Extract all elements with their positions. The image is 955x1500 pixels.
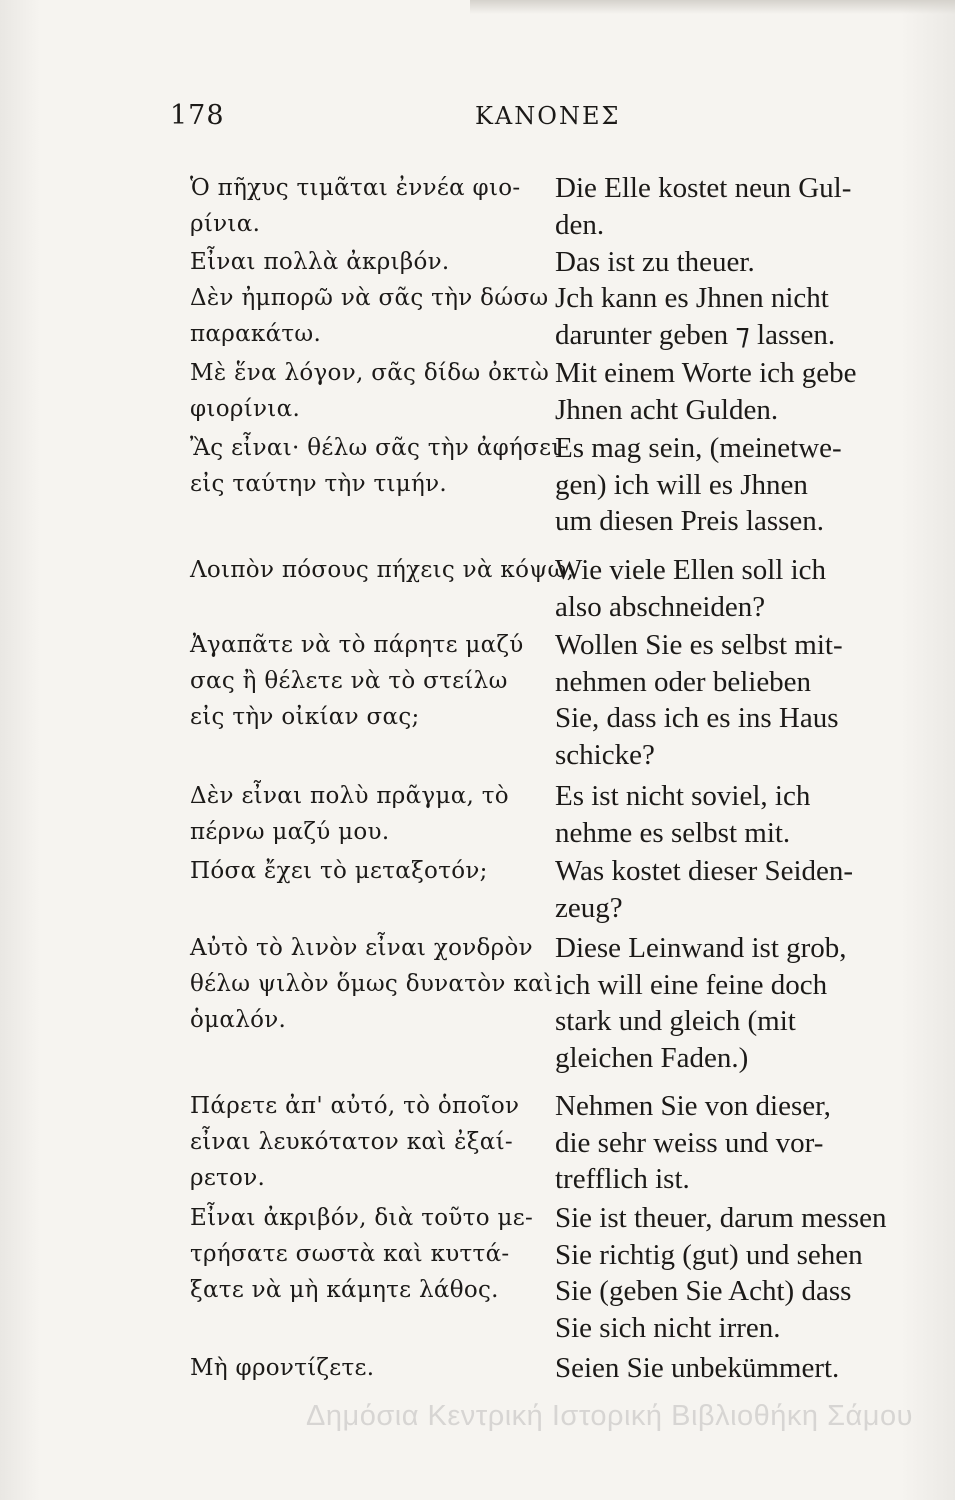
german-text: Das ist zu theuer.	[555, 246, 755, 278]
greek-text: Ἂς εἶναι· θέλω σᾶς τὴν ἀφήσει εἰς ταύτην τὴν τιμήν.	[190, 435, 561, 497]
greek-text: Δὲν εἶναι πολὺ πρᾶγμα, τὸ πέρνω μαζύ μου.	[190, 783, 509, 845]
german-text: Sie ist theuer, darum messen Sie richtig (gut) und sehen Sie (geben Sie Acht) dass Sie sich nicht irren.	[555, 1202, 887, 1344]
greek-text: Πάρετε ἀπ' αὐτό, τὸ ὁποῖον εἶναι λευκότατον καὶ ἐξαί- ρετον.	[190, 1093, 520, 1191]
german-text: Mit einem Worte ich gebe Jhnen acht Gulden.	[555, 357, 857, 426]
greek-text: Εἶναι πολλὰ ἀκριβόν.	[190, 249, 450, 275]
german-text: Jch kann es Jhnen nicht darunter geben ⁊ lassen.	[555, 282, 836, 351]
german-text: Es ist nicht soviel, ich nehme es selbst mit.	[555, 780, 811, 849]
greek-text: Μὲ ἕνα λόγον, σᾶς δίδω ὀκτὼ φιορίνια.	[190, 360, 549, 422]
greek-text: Μὴ φροντίζετε.	[190, 1355, 375, 1381]
greek-text: Ἀγαπᾶτε νὰ τὸ πάρητε μαζύ σας ἢ θέλετε νὰ τὸ στείλω εἰς τὴν οἰκίαν σας;	[190, 632, 524, 730]
greek-text: Ὁ πῆχυς τιμᾶται ἐννέα φιο- ρίνια.	[190, 175, 521, 237]
greek-text: Πόσα ἔχει τὸ μεταξοτόν;	[190, 858, 488, 884]
german-text: Wollen Sie es selbst mit- nehmen oder belieben Sie, dass ich es ins Haus schicke?	[555, 629, 843, 771]
greek-text: Αὐτὸ τὸ λινὸν εἶναι χονδρὸν θέλω ψιλὸν ὅμως δυνατὸν καὶ ὁμαλόν.	[190, 935, 554, 1033]
page-number: 178	[170, 100, 225, 131]
greek-text: Εἶναι ἀκριβόν, διὰ τοῦτο με- τρήσατε σωστὰ καὶ κυττά- ξατε νὰ μὴ κάμητε λάθος.	[190, 1205, 534, 1303]
greek-text: Δὲν ἠμπορῶ νὰ σᾶς τὴν δώσω παρακάτω.	[190, 285, 549, 347]
german-text: Nehmen Sie von dieser, die sehr weiss und vor- trefflich ist.	[555, 1090, 831, 1195]
german-text: Die Elle kostet neun Gul- den.	[555, 172, 852, 241]
german-text: Wie viele Ellen soll ich also abschneiden?	[555, 554, 827, 623]
greek-text: Λοιπὸν πόσους πήχεις νὰ κόψω;	[190, 557, 575, 583]
page-header	[170, 100, 910, 140]
library-watermark: Δημόσια Κεντρική Ιστορική Βιβλιοθήκη Σάμου	[306, 1400, 913, 1432]
running-title: ΚΑΝΟΝΕΣ	[475, 102, 621, 130]
german-text: Seien Sie unbekümmert.	[555, 1352, 840, 1384]
page-edge-shadow	[470, 0, 955, 14]
german-text: Es mag sein, (meinetwe- gen) ich will es Jhnen um diesen Preis lassen.	[555, 432, 842, 537]
german-text: Diese Leinwand ist grob, ich will eine feine doch stark und gleich (mit gleichen Faden.)	[555, 932, 847, 1074]
german-text: Was kostet dieser Seiden- zeug?	[555, 855, 854, 924]
